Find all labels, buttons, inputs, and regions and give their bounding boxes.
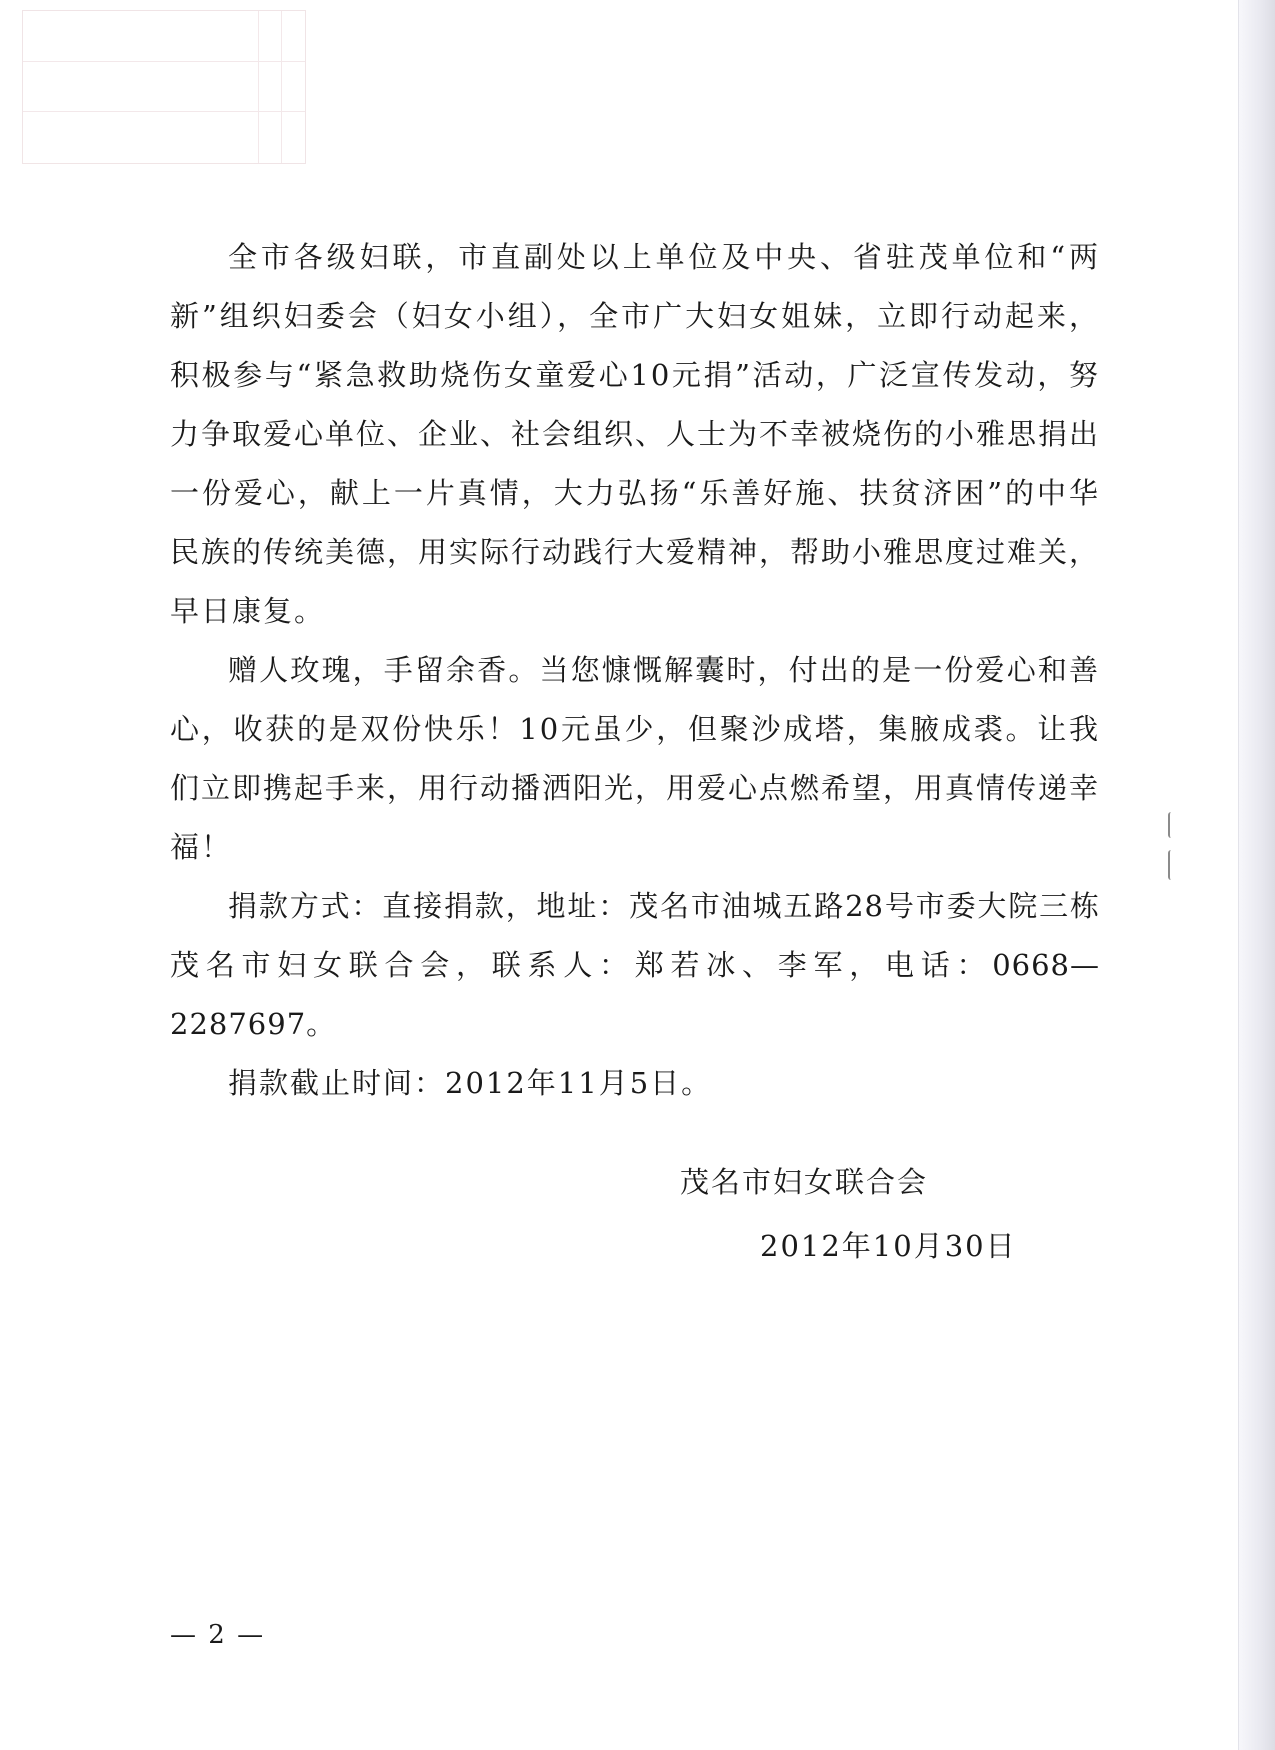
- paragraph: 赠人玫瑰，手留余香。当您慷慨解囊时，付出的是一份爱心和善心，收获的是双份快乐！10元虽少，但聚沙成塔，集腋成裘。让我们立即携起手来，用行动播洒阳光，用爱心点燃希望，用真情传递幸福！: [170, 653, 1101, 864]
- page-number: — 2 —: [170, 1620, 266, 1650]
- paragraph: 捐款方式：直接捐款，地址：茂名市油城五路28号市委大院三栋茂名市妇女联合会，联系人：郑若冰、李军，电话：0668—2287697。: [170, 889, 1100, 1041]
- binding-staple-mark: [1168, 850, 1176, 880]
- paragraph: 全市各级妇联，市直副处以上单位及中央、省驻茂单位和“两新”组织妇委会（妇女小组），全市广大妇女姐妹，立即行动起来，积极参与“紧急救助烧伤女童爱心10元捐”活动，广泛宣传发动，努力争取爱心单位、企业、社会组织、人士为不幸被烧伤的小雅思捐出一份爱心，献上一片真情，大力弘扬“乐善好施、扶贫济困”的中华民族的传统美德，用实际行动践行大爱精神，帮助小雅思度过难关，早日康复。: [170, 240, 1101, 628]
- faded-stamp: [22, 10, 306, 164]
- signature-date: 2012年10月30日: [760, 1229, 1017, 1263]
- scan-shadow: [1239, 0, 1275, 1750]
- document-body: [170, 228, 1100, 1113]
- binding-staple-mark: [1168, 812, 1176, 838]
- paragraph: 捐款截止时间：2012年11月5日。: [228, 1066, 713, 1100]
- signature-organization: 茂名市妇女联合会: [680, 1165, 929, 1199]
